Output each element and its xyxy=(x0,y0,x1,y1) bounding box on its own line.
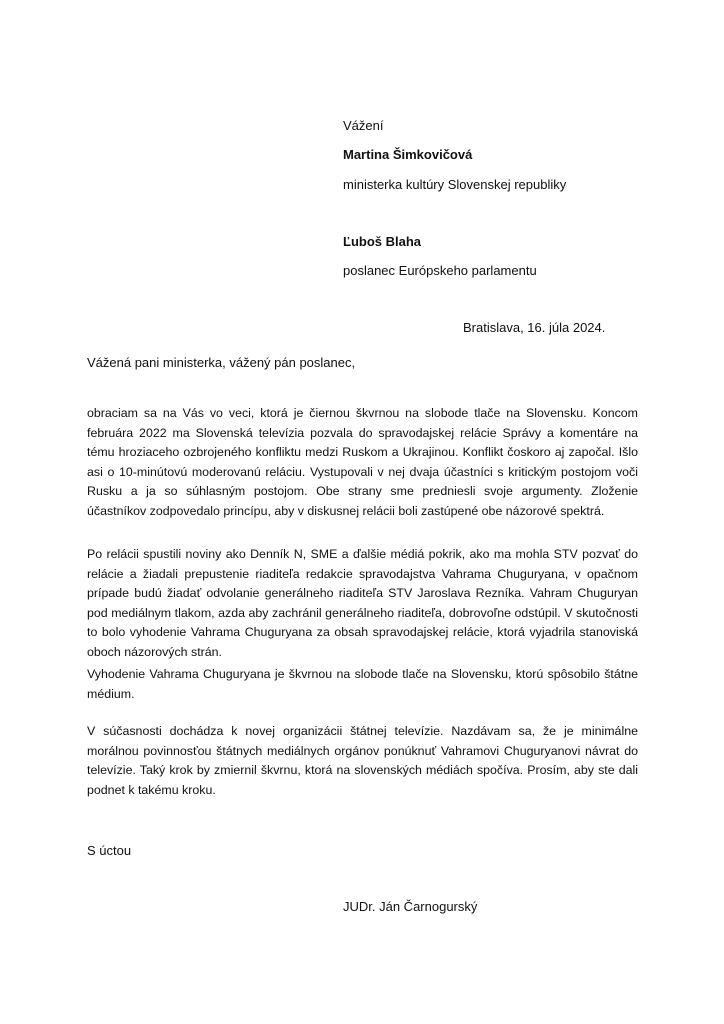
recipient-2-name: Ľuboš Blaha xyxy=(343,234,422,249)
paragraph-4: V súčasnosti dochádza k novej organizácii štátnej televízie. Nazdávam sa, že je minimálne morálnou povinnosťou štátnych mediálnych orgánov ponúknuť Vahramovi Chuguryanovi návrat do televízie. Taký krok by zmiernil škvrnu, ktorá na slovenských médiách spočíva. Prosím, aby ste dali podnet k takému kroku. xyxy=(87,724,638,797)
closing: S úctou xyxy=(87,843,132,858)
recipient-1-name: Martina Šimkovičová xyxy=(343,147,473,162)
greeting: Vážená pani ministerka, vážený pán poslanec, xyxy=(87,355,356,370)
recipient-2-title: poslanec Európskeho parlamentu xyxy=(343,263,537,278)
letter-date: Bratislava, 16. júla 2024. xyxy=(463,320,606,335)
paragraph-3: Vyhodenie Vahrama Chuguryana je škvrnou na slobode tlače na Slovensku, ktorú spôsobilo štátne médium. xyxy=(87,667,638,701)
paragraph-1: obraciam sa na Vás vo veci, ktorá je čiernou škvrnou na slobode tlače na Slovensku. Koncom februára 2022 ma Slovenská televízia pozvala do spravodajskej relácie Správy a komentáre na tému hroziaceho ozbrojeného konfliktu medzi Ruskom a Ukrajinou. Konflikt čoskoro aj započal. Išlo asi o 10-minútovú moderovanú reláciu. Vystupovali v nej dvaja účastníci s kritickým postojom voči Rusku a ja so súhlasným postojom. Obe strany sme predniesli svoje argumenty. Zloženie účastníkov zodpovedalo princípu, aby v diskusnej relácii boli zastúpené obe názorové spektrá. xyxy=(87,406,638,518)
recipient-1-title: ministerka kultúry Slovenskej republiky xyxy=(343,177,567,192)
salutation: Vážení xyxy=(343,118,384,133)
paragraph-2: Po relácii spustili noviny ako Denník N, SME a ďalšie médiá pokrik, ako ma mohla STV pozvať do relácie a žiadali prepustenie riaditeľa redakcie spravodajstva Vahrama Chuguryana, v opačnom prípade budú žiadať odvolanie generálneho riaditeľa STV Jaroslava Rezníka. Vahram Chuguryan pod mediálnym tlakom, azda aby zachránil generálneho riaditeľa, dobrovoľne odstúpil. V skutočnosti to bolo vyhodenie Vahrama Chuguryana za obsah spravodajskej relácie, ktorá vyjadrila stanoviská oboch názorových strán. xyxy=(87,547,638,659)
signature-name: JUDr. Ján Čarnogurský xyxy=(343,899,478,914)
